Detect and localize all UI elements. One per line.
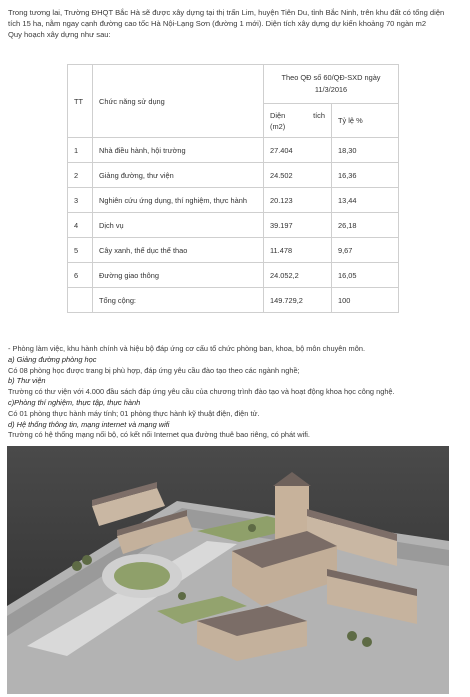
- table-header-row: [68, 65, 399, 104]
- tree: [72, 561, 82, 571]
- cell-area: 20.123: [264, 188, 332, 213]
- cell-area: 24.502: [264, 163, 332, 188]
- library-text: Trường có thư viện với 4.000 đầu sách đáp ứng yêu cầu của chương trình đào tạo và hoạt động khoa học công nghệ.: [8, 387, 395, 397]
- intro-paragraph: Trong tương lai, Trường ĐHQT Bắc Hà sẽ được xây dựng tại thị trấn Lim, huyện Tiên Du, tỉnh Bắc Ninh, trên khu đất có tổng diện tích 15 ha, nằm ngay cạnh đường cao tốc Hà Nội-Lạng Sơn (đường 1 mới). Diện tích xây dựng dự kiến khoảng 70 ngàn m2: [8, 8, 445, 28]
- table-row: [68, 138, 399, 163]
- labs-heading: c)Phòng thí nghiệm, thực tập, thực hành: [8, 397, 141, 407]
- cell-area: 27.404: [264, 138, 332, 163]
- tree: [178, 592, 186, 600]
- tree: [347, 631, 357, 641]
- campus-rendering-image: [7, 446, 449, 694]
- cell-total-area: 149.729,2: [264, 288, 332, 313]
- facilities-section: [8, 344, 458, 441]
- network-heading: d) Hệ thống thông tin, mạng internet và mạng wifi: [8, 419, 170, 429]
- cell-percent: 13,44: [332, 188, 399, 213]
- cell-percent: 18,30: [332, 138, 399, 163]
- tree: [82, 555, 92, 565]
- cell-area: 11.478: [264, 238, 332, 263]
- cell-function: Đường giao thông: [93, 263, 264, 288]
- library-heading: b) Thư viện: [8, 376, 46, 386]
- header-area-b: tích: [313, 110, 325, 120]
- cell-tt: 3: [68, 188, 93, 213]
- header-area-a: Diện: [270, 110, 286, 120]
- cell-function: Giảng đường, thư viện: [93, 163, 264, 188]
- intro-section: [8, 7, 448, 40]
- table-row: [68, 188, 399, 213]
- cell-tt-empty: [68, 288, 93, 313]
- network-text: Trường có hệ thống mạng nối bộ, có kết nối Internet qua đường thuê bao riêng, có phát wifi.: [8, 430, 310, 440]
- cell-tt: 1: [68, 138, 93, 163]
- cell-area: 39.197: [264, 213, 332, 238]
- table-row: [68, 263, 399, 288]
- intro-lead: Quy hoạch xây dựng như sau:: [8, 30, 111, 39]
- roundabout-grass: [114, 562, 170, 590]
- header-decision: Theo QĐ số 60/QĐ-SXD ngày 11/3/2016: [264, 65, 399, 104]
- header-area-unit: (m2): [270, 121, 286, 131]
- cell-tt: 5: [68, 238, 93, 263]
- cell-tt: 6: [68, 263, 93, 288]
- cell-percent: 16,05: [332, 263, 399, 288]
- cell-function: Nghiên cứu ứng dụng, thí nghiệm, thực hành: [93, 188, 264, 213]
- classrooms-text: Có 08 phòng học được trang bị phù hợp, đáp ứng yêu cầu đào tạo theo các ngành nghề;: [8, 365, 300, 375]
- cell-function: Cây xanh, thể dục thể thao: [93, 238, 264, 263]
- table-row: [68, 213, 399, 238]
- labs-text: Có 01 phòng thực hành máy tính; 01 phòng thực hành kỹ thuật điện, điện tử.: [8, 408, 260, 418]
- cell-tt: 2: [68, 163, 93, 188]
- table-total-row: [68, 288, 399, 313]
- offices-text: - Phòng làm việc, khu hành chính và hiệu bộ đáp ứng cơ cấu tổ chức phòng ban, khoa, bộ môn chuyên môn.: [8, 344, 365, 353]
- campus-rendering-drawing: [7, 446, 449, 694]
- cell-area: 24.052,2: [264, 263, 332, 288]
- cell-function: Nhà điều hành, hội trường: [93, 138, 264, 163]
- cell-percent: 9,67: [332, 238, 399, 263]
- tree: [248, 524, 256, 532]
- table-row: [68, 163, 399, 188]
- cell-total-label: Tổng cộng:: [93, 288, 264, 313]
- header-area: [264, 104, 332, 138]
- classrooms-heading: a) Giảng đường phòng học: [8, 354, 97, 364]
- land-use-table: [67, 64, 399, 313]
- header-function: Chức năng sử dụng: [93, 65, 264, 138]
- central-tower-roof: [273, 472, 311, 486]
- header-tt: TT: [68, 65, 93, 138]
- cell-total-percent: 100: [332, 288, 399, 313]
- cell-percent: 16,36: [332, 163, 399, 188]
- cell-tt: 4: [68, 213, 93, 238]
- header-percent: Tỷ lệ %: [332, 104, 399, 138]
- cell-function: Dịch vụ: [93, 213, 264, 238]
- table-row: [68, 238, 399, 263]
- cell-percent: 26,18: [332, 213, 399, 238]
- tree: [362, 637, 372, 647]
